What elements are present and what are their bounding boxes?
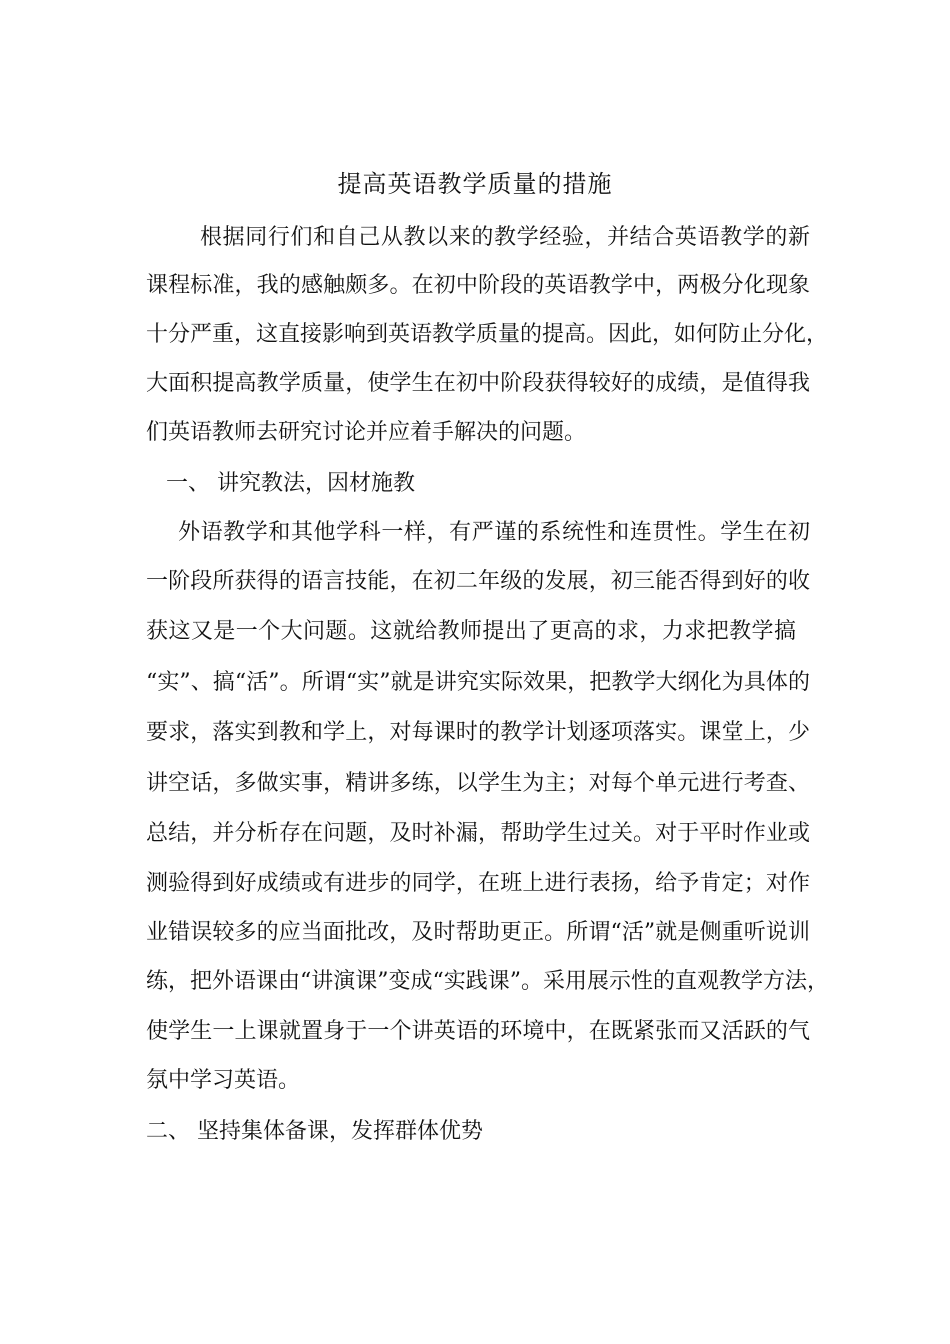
paragraph-2-line-8: 测验得到好成绩或有进步的同学，在班上进行表扬，给予肯定；对作 xyxy=(146,871,810,896)
paragraph-2-line-5: 要求，落实到教和学上，对每课时的教学计划逐项落实。课堂上，少 xyxy=(146,720,810,745)
document-title: 提高英语教学质量的措施 xyxy=(337,170,613,198)
paragraph-1-line-2: 课程标准，我的感触颇多。在初中阶段的英语教学中，两极分化现象 xyxy=(146,273,810,298)
paragraph-2-line-11: 使学生一上课就置身于一个讲英语的环境中，在既紧张而又活跃的气 xyxy=(146,1019,810,1044)
paragraph-1-line-3: 十分严重，这直接影响到英语教学质量的提高。因此，如何防止分化， xyxy=(146,322,829,347)
paragraph-2-line-12: 氛中学习英语。 xyxy=(146,1068,301,1093)
section-heading-2: 二、 坚持集体备课，发挥群体优势 xyxy=(146,1119,483,1144)
paragraph-2-line-1: 外语教学和其他学科一样，有严谨的系统性和连贯性。学生在初 xyxy=(178,520,810,545)
paragraph-2-line-4: “实”、搞“活”。所谓“实”就是讲究实际效果，把教学大纲化为具体的 xyxy=(146,670,810,695)
paragraph-2-line-6: 讲空话，多做实事，精讲多练，以学生为主；对每个单元进行考查、 xyxy=(146,771,810,796)
paragraph-1-line-1: 根据同行们和自己从教以来的教学经验，并结合英语教学的新 xyxy=(200,225,810,250)
paragraph-1-line-4: 大面积提高教学质量，使学生在初中阶段获得较好的成绩，是值得我 xyxy=(146,371,810,396)
paragraph-2-line-10: 练，把外语课由“讲演课”变成“实践课”。采用展示性的直观教学方法， xyxy=(146,969,829,994)
paragraph-1-line-5: 们英语教师去研究讨论并应着手解决的问题。 xyxy=(146,420,587,445)
paragraph-2-line-9: 业错误较多的应当面批改，及时帮助更正。所谓“活”就是侧重听说训 xyxy=(146,920,810,945)
section-heading-1: 一、 讲究教法，因材施教 xyxy=(166,471,415,496)
paragraph-2-line-7: 总结，并分析存在问题，及时补漏，帮助学生过关。对于平时作业或 xyxy=(146,821,810,846)
paragraph-2-line-2: 一阶段所获得的语言技能，在初二年级的发展，初三能否得到好的收 xyxy=(146,569,810,594)
paragraph-2-line-3: 获这又是一个大问题。这就给教师提出了更高的求，力求把教学搞 xyxy=(146,619,796,644)
